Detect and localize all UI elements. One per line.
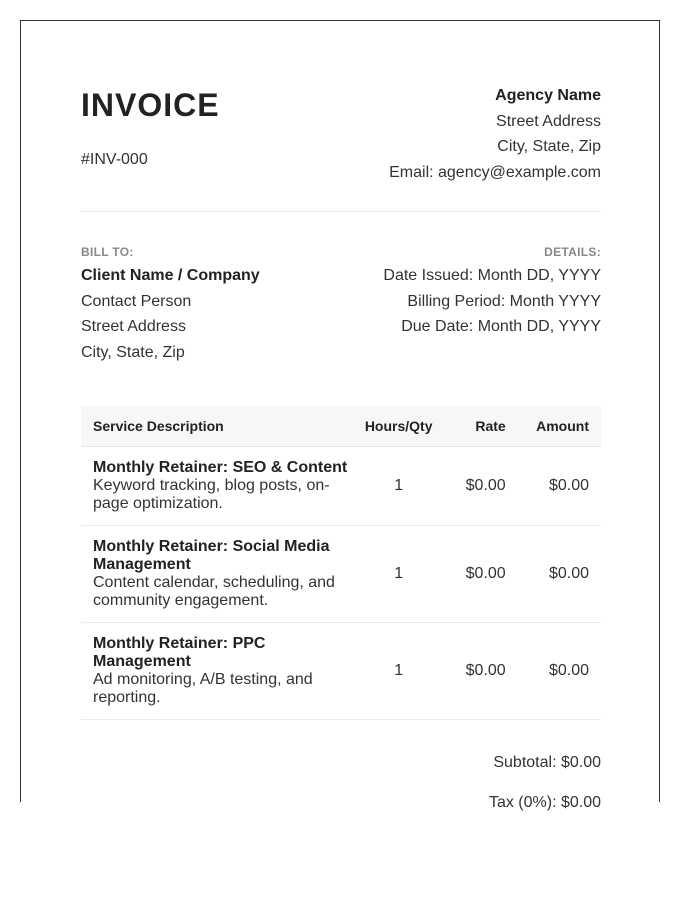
invoice-content (81, 21, 601, 811)
date-issued: Date Issued: Month DD, YYYY (383, 267, 601, 284)
service-description (81, 526, 349, 623)
agency-name: Agency Name (495, 87, 601, 104)
invoice-page (20, 20, 660, 811)
service-rate: $0.00 (448, 447, 517, 526)
service-subtitle: Content calendar, scheduling, and community engagement. (93, 574, 335, 609)
client-contact: Contact Person (81, 292, 192, 310)
totals-section (489, 751, 601, 831)
service-qty: 1 (349, 526, 448, 623)
agency-email: Email: agency@example.com (389, 163, 601, 181)
service-qty: 1 (349, 623, 448, 720)
service-title: Monthly Retainer: PPC Management (93, 635, 266, 670)
subtotal: Subtotal: $0.00 (493, 754, 601, 771)
service-rate: $0.00 (448, 623, 517, 720)
service-subtitle: Keyword tracking, blog posts, on-page optimization. (93, 477, 330, 512)
col-header-amount: Amount (518, 406, 601, 447)
col-header-qty: Hours/Qty (349, 406, 448, 447)
invoice-number: #INV-000 (81, 151, 148, 168)
service-subtitle: Ad monitoring, A/B testing, and reporting. (93, 671, 313, 706)
tax: Tax (0%): $0.00 (488, 794, 601, 811)
details-section (383, 243, 601, 340)
agency-info (389, 83, 601, 185)
agency-city: City, State, Zip (497, 138, 601, 155)
service-rate: $0.00 (448, 526, 517, 623)
due-date: Due Date: Month DD, YYYY (401, 318, 601, 335)
service-description (81, 447, 349, 526)
col-header-description: Service Description (81, 406, 349, 447)
invoice-title: INVOICE (81, 87, 220, 123)
bill-to-label: BILL TO: (81, 245, 134, 259)
table-row (81, 526, 601, 623)
services-table (81, 406, 601, 720)
service-title: Monthly Retainer: Social Media Management (93, 538, 330, 573)
agency-street: Street Address (496, 112, 601, 130)
invoice-header (81, 21, 601, 211)
client-street: Street Address (81, 318, 186, 335)
table-header-row (81, 406, 601, 447)
service-amount: $0.00 (518, 526, 601, 623)
table-row (81, 447, 601, 526)
table-row (81, 623, 601, 720)
details-label: DETAILS: (544, 245, 601, 259)
header-divider (81, 211, 601, 212)
service-amount: $0.00 (518, 447, 601, 526)
table-body (81, 447, 601, 720)
service-title: Monthly Retainer: SEO & Content (93, 459, 348, 476)
billing-period: Billing Period: Month YYYY (407, 292, 601, 310)
service-description (81, 623, 349, 720)
table-header (81, 406, 601, 447)
service-qty: 1 (349, 447, 448, 526)
col-header-rate: Rate (448, 406, 517, 447)
client-city: City, State, Zip (81, 343, 185, 361)
bill-to-section (81, 243, 260, 365)
service-amount: $0.00 (518, 623, 601, 720)
client-name: Client Name / Company (81, 267, 260, 284)
